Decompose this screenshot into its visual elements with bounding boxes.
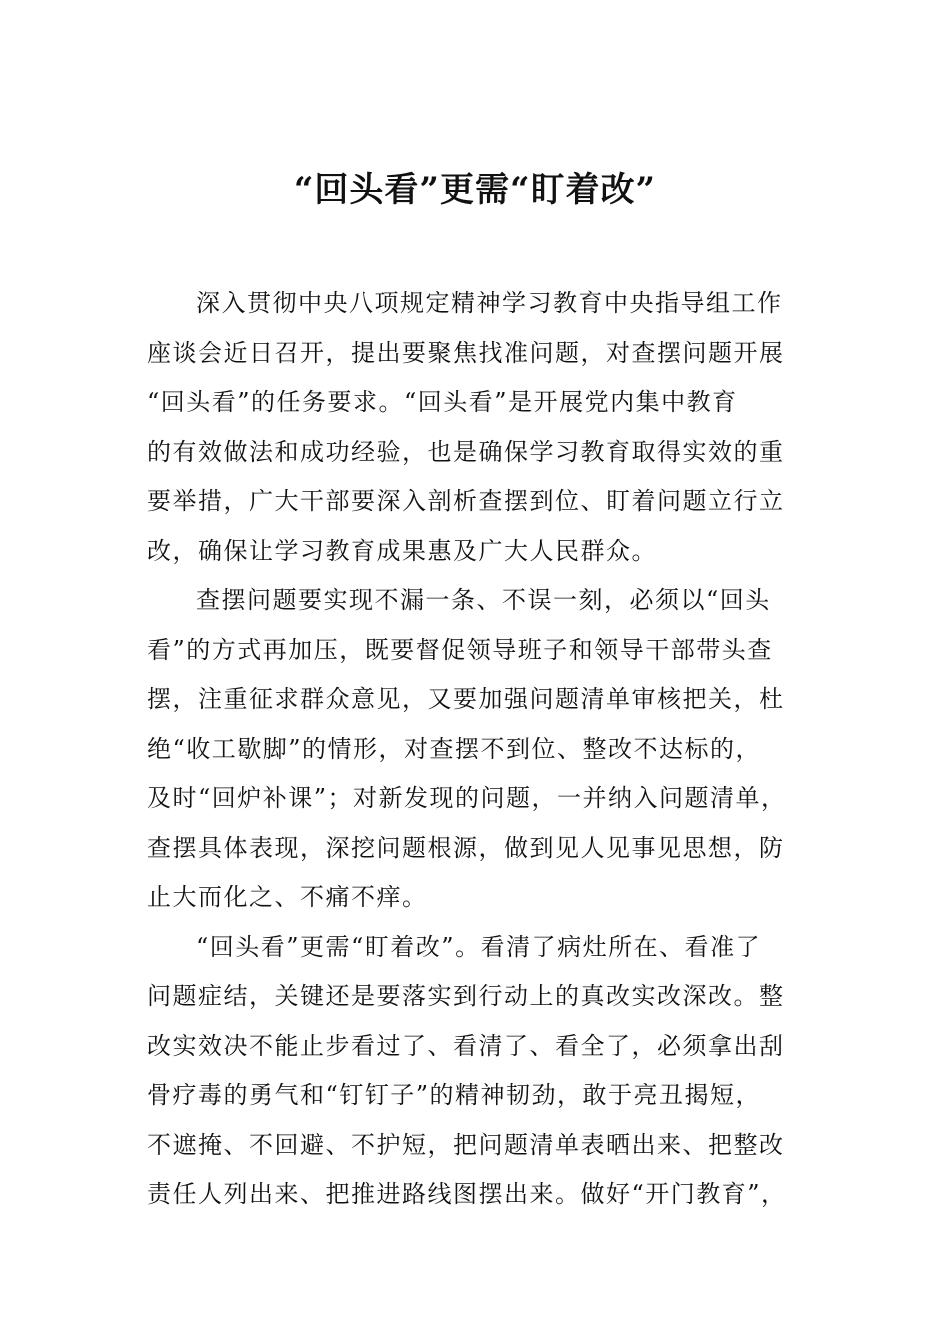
text-line: “回头看”更需“盯着改”。看清了病灶所在、看准了 (196, 932, 762, 961)
text-line: 深入贯彻中央八项规定精神学习教育中央指导组工作 (196, 289, 783, 317)
text-line: 改，确保让学习教育成果惠及广大人民群众。 (147, 536, 657, 565)
text-line: 的有效做法和成功经验，也是确保学习教育取得实效的重 (147, 437, 785, 466)
paragraph-3 (147, 923, 807, 1220)
text-line: 止大而化之、不痛不痒。 (147, 883, 428, 911)
document-title: “回头看”更需“盯着改” (293, 170, 657, 210)
text-line: “回头看”的任务要求。“回头看”是开展党内集中教育 (147, 388, 738, 416)
paragraph-1 (147, 279, 807, 576)
text-line: 看”的方式再加压，既要督促领导班子和领导干部带头查 (147, 635, 773, 664)
text-line: 问题症结，关键还是要落实到行动上的真改实改深改。整 (147, 982, 785, 1010)
text-line: 骨疗毒的勇气和“钉钉子”的精神韧劲，敢于亮丑揭短， (147, 1081, 762, 1109)
paragraph-2 (147, 576, 807, 923)
text-line: 及时“回炉补课”；对新发现的问题，一并纳入问题清单， (147, 784, 787, 812)
text-line: 责任人列出来、把推进路线图摆出来。做好“开门教育”， (147, 1180, 787, 1208)
document-body (147, 279, 807, 1220)
text-line: 座谈会近日召开，提出要聚焦找准问题，对查摆问题开展 (147, 338, 785, 367)
text-line: 查摆具体表现，深挖问题根源，做到见人见事见思想，防 (147, 833, 785, 862)
text-line: 绝“收工歇脚”的情形，对查摆不到位、整改不达标的， (147, 734, 762, 763)
text-line: 要举措，广大干部要深入剖析查摆到位、盯着问题立行立 (147, 487, 785, 515)
text-line: 摆，注重征求群众意见，又要加强问题清单审核把关，杜 (147, 685, 785, 713)
text-line: 改实效决不能止步看过了、看清了、看全了，必须拿出刮 (147, 1031, 785, 1060)
text-line: 不遮掩、不回避、不护短，把问题清单表晒出来、把整改 (147, 1130, 785, 1159)
text-line: 查摆问题要实现不漏一条、不误一刻，必须以“回头 (196, 586, 771, 614)
